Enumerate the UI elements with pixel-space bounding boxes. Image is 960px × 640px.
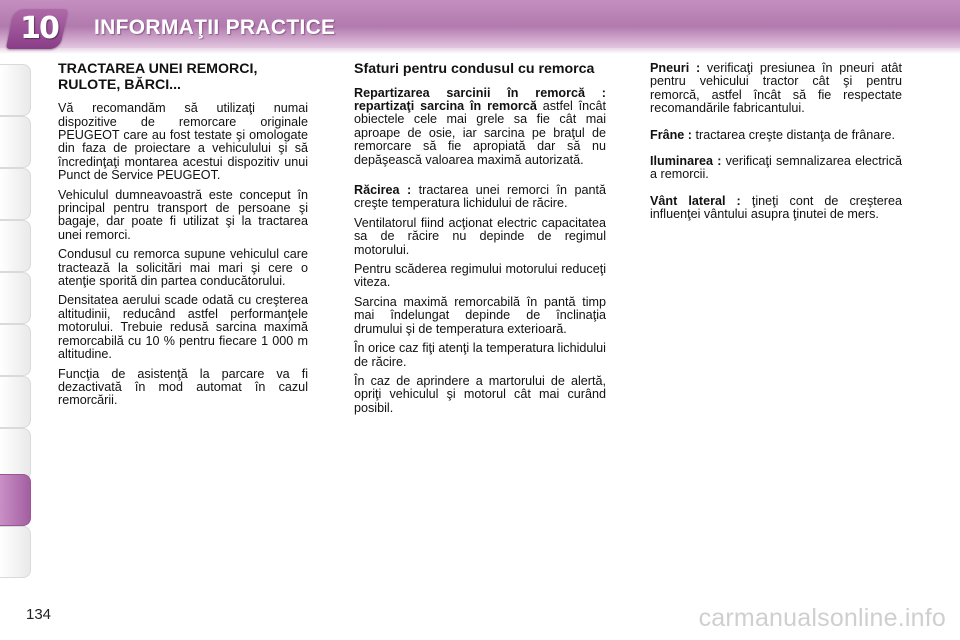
load-distribution-text: astfel încât obiectele cele mai grele sa fie cât mai aproape de osie, iar sarcina pe braţul de remorcare să fie apropiată dar să nu depăşească valoarea maximă autorizată. [354, 99, 606, 167]
page-title: INFORMAŢII PRACTICE [94, 16, 336, 39]
load-distribution-paragraph [354, 87, 606, 167]
paragraph: Ventilatorul fiind acţionat electric capacitatea sa de răcire nu depinde de regimul motorului. [354, 215, 606, 257]
page-number: 134 [26, 606, 52, 623]
tyres-text: verificaţi presiunea în pneuri atât pentru vehicului tractor cât şi pentru remorcă, astfel încât să fie respectate recomandările fabricantului. [650, 61, 902, 116]
middle-column [354, 62, 606, 421]
paragraph: Vă recomandăm să utilizaţi numai dispozitive de remorcare originale PEUGEOT care au fost testate şi omologate din faza de proiectare a vehiculului şi să încredinţaţi montarea acestui dispozitiv unui Punct de Service PEUGEOT. [58, 101, 308, 183]
left-column [58, 62, 308, 414]
paragraph: În caz de aprindere a martorului de alertă, opriţi vehiculul şi motorul cât mai curând posibil. [354, 373, 606, 415]
lighting-lead: Iluminarea : [650, 154, 722, 169]
brakes-text: tractarea creşte distanţa de frânare. [692, 127, 896, 142]
crosswind-paragraph [650, 195, 902, 222]
crosswind-lead: Vânt lateral : [650, 193, 741, 208]
chapter-tab[interactable] [0, 376, 31, 428]
crosswind-text: ţineţi cont de creşterea influenţei vântului asupra ţinutei de mers. [650, 193, 903, 222]
chapter-tab[interactable] [0, 168, 31, 220]
tyres-paragraph [650, 62, 902, 116]
right-column [650, 62, 902, 228]
chapter-tab-active[interactable] [0, 474, 31, 526]
load-distribution-lead: Repartizarea sarcinii în remorcă : repartizaţi sarcina în remorcă [354, 85, 606, 113]
chapter-tabs [0, 64, 34, 580]
paragraph: Funcţia de asistenţă la parcare va fi dezactivată în mod automat în cazul remorcării. [58, 366, 308, 408]
header-fade [0, 48, 960, 54]
chapter-tab[interactable] [0, 116, 31, 168]
brakes-paragraph [650, 129, 902, 142]
paragraph: Densitatea aerului scade odată cu creşterea altitudinii, reducând astfel performanţele motorului. Trebuie redusă sarcina maximă remorcabilă cu 10 % pentru fiecare 1 000 m altitudine. [58, 293, 308, 362]
chapter-tab[interactable] [0, 272, 31, 324]
chapter-tab[interactable] [0, 324, 31, 376]
chapter-tab[interactable] [0, 428, 31, 480]
tyres-lead: Pneuri : [650, 61, 701, 75]
cooling-paragraph [354, 184, 606, 211]
paragraph: Condusul cu remorca supune vehiculul care tractează la solicitări mai mari şi cere o atenţie sporită din partea conducătorului. [58, 247, 308, 289]
section-title-driving-tips: Sfaturi pentru condusul cu remorca [354, 61, 595, 77]
chapter-tab[interactable] [0, 220, 31, 272]
section-title-towing: TRACTAREA UNEI REMORCI, RULOTE, BĂRCI... [58, 61, 258, 93]
watermark: carmanualsonline.info [698, 604, 946, 632]
chapter-tab[interactable] [0, 526, 31, 578]
cooling-text: tractarea unei remorci în pantă creşte temperatura lichidului de răcire. [354, 183, 606, 211]
paragraph: Vehiculul dumneavoastră este conceput în principal pentru transport de persoane şi bagaje, dar poate fi utilizat şi la tractarea unei remorci. [58, 187, 308, 242]
brakes-lead: Frâne : [650, 127, 692, 142]
paragraph: În orice caz fiţi atenţi la temperatura lichidului de răcire. [354, 341, 606, 369]
chapter-number: 10 [20, 11, 58, 46]
paragraph: Pentru scăderea regimului motorului reduceţi viteza. [354, 262, 606, 290]
paragraph: Sarcina maximă remorcabilă în pantă timp mai îndelungat depinde de înclinaţia drumului şi de temperatura exterioară. [354, 294, 606, 336]
cooling-lead: Răcirea : [354, 183, 412, 198]
chapter-tab[interactable] [0, 64, 31, 116]
lighting-text: verificaţi semnalizarea electrică a remorcii. [650, 154, 903, 182]
lighting-paragraph [650, 155, 902, 182]
